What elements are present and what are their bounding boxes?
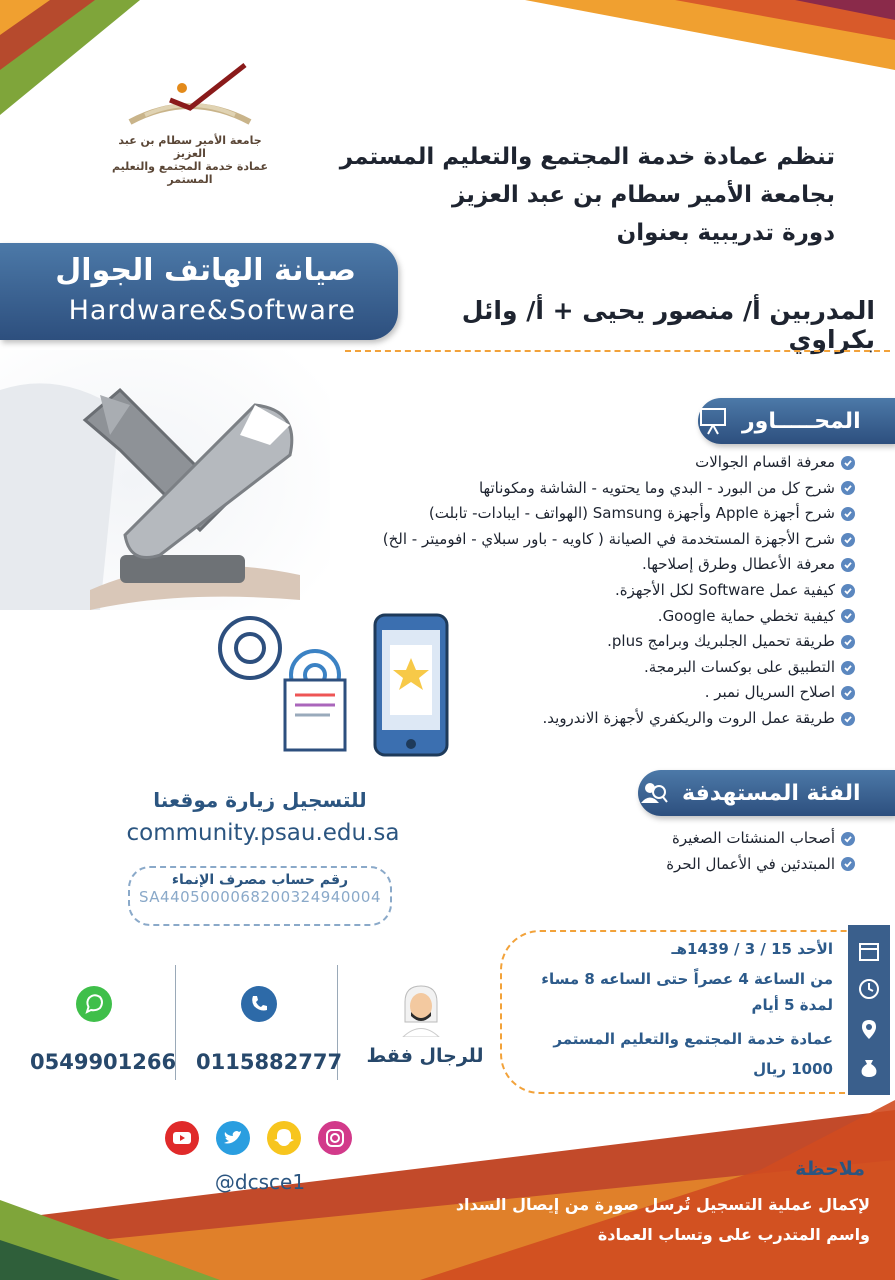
check-icon	[841, 857, 855, 871]
axes-item-text: معرفة اقسام الجوالات	[695, 453, 835, 471]
audience-item-text: المبتدئين في الأعمال الحرة	[666, 854, 835, 873]
phone-number[interactable]: 0115882777	[196, 1050, 343, 1074]
axes-item-text: كيفية عمل Software لكل الأجهزة.	[614, 580, 835, 599]
axes-item-text: شرح أجهزة Apple وأجهزة Samsung (الهواتف - ايبادات- تابلت)	[428, 504, 835, 523]
men-only-label: للرجال فقط	[366, 1045, 484, 1067]
axes-item	[383, 501, 855, 527]
axes-item-text: كيفية تخطي حماية Google.	[657, 606, 835, 625]
location-pin-icon	[858, 1018, 880, 1040]
audience-item-text: أصحاب المنشئات الصغيرة	[672, 829, 835, 847]
check-icon	[841, 507, 855, 521]
check-icon	[841, 686, 855, 700]
check-icon	[841, 558, 855, 572]
social-handle[interactable]: @dcsce1	[214, 1170, 306, 1194]
check-icon	[841, 661, 855, 675]
course-duration: لمدة 5 أيام	[751, 996, 833, 1014]
instagram-icon[interactable]	[317, 1120, 353, 1156]
audience-list	[666, 826, 855, 877]
logo-emblem-icon	[110, 60, 270, 130]
audience-section-header	[638, 770, 895, 816]
axes-item	[383, 680, 855, 706]
intro-line-3: دورة تدريبية بعنوان	[616, 220, 835, 246]
axes-item	[383, 604, 855, 630]
course-title-arabic: صيانة الهاتف الجوال	[55, 253, 356, 288]
check-icon	[841, 481, 855, 495]
bank-account-label: رقم حساب مصرف الإنماء	[171, 872, 349, 888]
intro-line-2: بجامعة الأمير سطام بن عبد العزيز	[452, 182, 835, 208]
calendar-icon	[858, 940, 880, 962]
check-icon	[841, 635, 855, 649]
note-text	[370, 1190, 870, 1250]
axes-item	[383, 655, 855, 681]
trainers-line: المدربين أ/ منصور يحيى + أ/ وائل بكراوي	[461, 296, 875, 354]
axes-item-text: شرح كل من البورد - البدي وما يحتويه - الشاشة ومكوناتها	[478, 478, 835, 497]
whatsapp-number[interactable]: 0549901266	[30, 1050, 177, 1074]
logo-deanship-name: عمادة خدمة المجتمع والتعليم المستمر	[111, 160, 269, 186]
axes-item	[383, 476, 855, 502]
phone-icon[interactable]	[240, 985, 278, 1023]
registration-title: للتسجيل زيارة موقعنا	[153, 788, 367, 812]
university-logo	[110, 60, 270, 186]
axes-item-text: معرفة الأعطال وطرق إصلاحها.	[642, 555, 835, 574]
axes-list	[383, 450, 855, 732]
course-location: عمادة خدمة المجتمع والتعليم المستمر	[553, 1030, 833, 1048]
corner-decoration-top-right	[375, 0, 895, 70]
axes-item	[383, 578, 855, 604]
snapchat-icon[interactable]	[266, 1120, 302, 1156]
axes-title: المحـــــاور	[742, 408, 861, 434]
bank-iban: SA4405000068200324940004	[138, 888, 382, 906]
check-icon	[841, 584, 855, 598]
axes-item	[383, 629, 855, 655]
whatsapp-icon[interactable]	[75, 985, 113, 1023]
youtube-icon[interactable]	[164, 1120, 200, 1156]
axes-item	[383, 552, 855, 578]
axes-section-header	[698, 398, 895, 444]
presentation-icon	[698, 406, 728, 436]
tools-hand-illustration	[0, 350, 330, 610]
twitter-icon[interactable]	[215, 1120, 251, 1156]
note-title: ملاحظة	[795, 1158, 865, 1180]
intro-text	[315, 138, 835, 252]
audience-item	[666, 826, 855, 852]
people-search-icon	[638, 778, 668, 808]
course-fee: 1000 ريال	[753, 1060, 833, 1078]
money-bag-icon	[858, 1056, 880, 1078]
audience-title: الفئة المستهدفة	[682, 780, 861, 806]
axes-item-text: التطبيق على بوكسات البرمجة.	[643, 657, 835, 676]
audience-item	[666, 852, 855, 878]
check-icon	[841, 456, 855, 470]
bank-account-box	[128, 866, 392, 926]
course-time: من الساعة 4 عصراً حتى الساعه 8 مساء	[541, 970, 833, 988]
axes-item	[383, 527, 855, 553]
check-icon	[841, 832, 855, 846]
axes-item-text: طريقة تحميل الجلبريك وبرامج plus.	[607, 632, 835, 651]
registration-url[interactable]: community.psau.edu.sa	[126, 820, 400, 846]
clock-icon	[858, 978, 880, 1000]
course-date: الأحد 15 / 3 / 1439هـ	[671, 940, 833, 958]
axes-item	[383, 450, 855, 476]
intro-line-1: تنظم عمادة خدمة المجتمع والتعليم المستمر	[339, 144, 835, 170]
man-avatar-icon	[397, 982, 445, 1037]
axes-item-text: اصلاح السريال نمبر .	[704, 683, 835, 702]
axes-item-text: طريقة عمل الروت والريكفري لأجهزة الاندرويد.	[542, 708, 835, 727]
note-line-2: واسم المتدرب على وتساب العمادة	[597, 1225, 870, 1244]
check-icon	[841, 609, 855, 623]
trainers-divider	[345, 350, 890, 352]
logo-university-name: جامعة الأمير سطام بن عبد العزيز	[118, 134, 262, 160]
course-title-english: Hardware&Software	[68, 295, 356, 326]
note-line-1: لإكمال عملية التسجيل تُرسل صورة من إيصال السداد	[455, 1195, 870, 1214]
axes-item-text: شرح الأجهزة المستخدمة في الصيانة ( كاويه - باور سبلاي - افوميتر - الخ)	[382, 529, 835, 548]
course-title-banner	[0, 243, 398, 340]
check-icon	[841, 533, 855, 547]
check-icon	[841, 712, 855, 726]
axes-item	[383, 706, 855, 732]
